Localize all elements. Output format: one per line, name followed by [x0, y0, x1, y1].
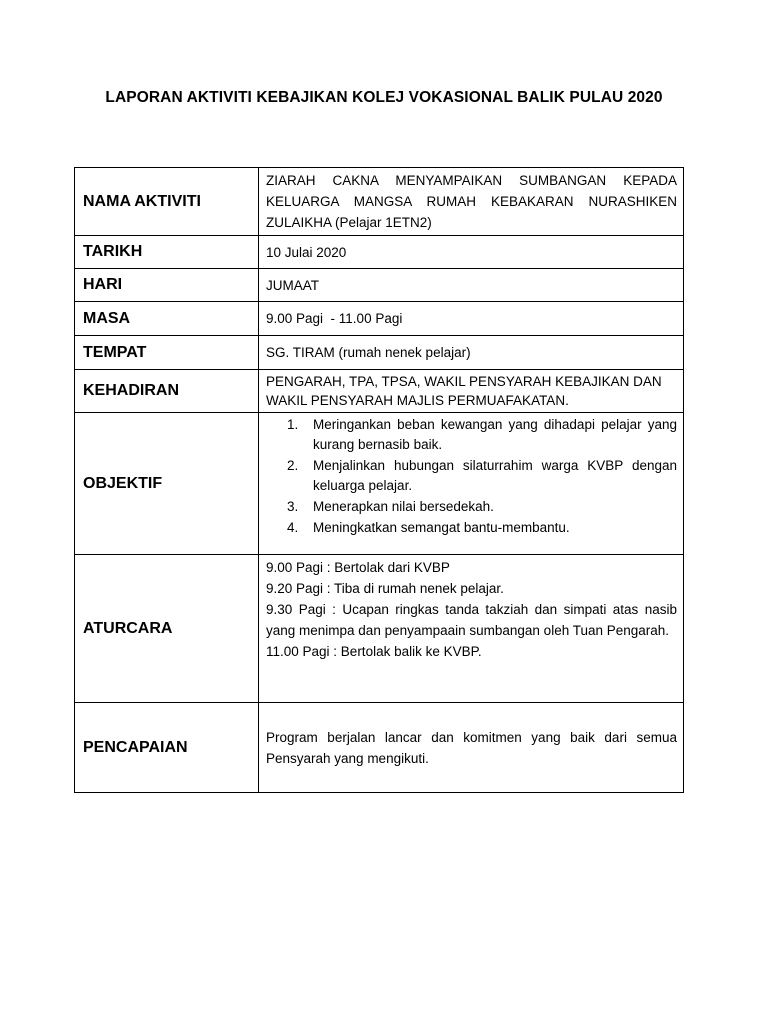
list-text: Menjalinkan hubungan silaturrahim warga KVBP dengan keluarga pelajar.: [313, 458, 677, 493]
label-kehadiran: KEHADIRAN: [75, 370, 259, 413]
label-pencapaian: PENCAPAIAN: [75, 703, 259, 793]
row-pencapaian: [75, 703, 684, 793]
schedule-line: 9.00 Pagi : Bertolak dari KVBP: [266, 560, 450, 575]
row-kehadiran: [75, 370, 684, 413]
list-item: [287, 456, 677, 496]
label-hari: HARI: [75, 269, 259, 302]
value-kehadiran: PENGARAH, TPA, TPSA, WAKIL PENSYARAH KEBAJIKAN DAN WAKIL PENSYARAH MAJLIS PERMUAFAKATAN.: [259, 370, 684, 413]
row-masa: [75, 302, 684, 336]
list-number: 4.: [287, 520, 299, 535]
list-number: 2.: [287, 458, 299, 473]
list-text: Meningkatkan semangat bantu-membantu.: [313, 520, 570, 535]
label-tempat: TEMPAT: [75, 336, 259, 370]
list-item: [287, 518, 677, 538]
value-aturcara: [259, 555, 684, 703]
label-objektif: OBJEKTIF: [75, 413, 259, 555]
value-nama-aktiviti: ZIARAH CAKNA MENYAMPAIKAN SUMBANGAN KEPADA KELUARGA MANGSA RUMAH KEBAKARAN NURASHIKEN ZULAIKHA (Pelajar 1ETN2): [259, 168, 684, 236]
list-item: [287, 497, 677, 517]
value-hari: JUMAAT: [259, 269, 684, 302]
list-number: 1.: [287, 417, 299, 432]
value-pencapaian: Program berjalan lancar dan komitmen yang baik dari semua Pensyarah yang mengikuti.: [259, 703, 684, 793]
row-nama-aktiviti: [75, 168, 684, 236]
row-tarikh: [75, 236, 684, 269]
schedule-line: 9.30 Pagi : Ucapan ringkas tanda takziah dan simpati atas nasib yang menimpa dan penyampaain sumbangan oleh Tuan Pengarah.: [266, 602, 677, 638]
row-hari: [75, 269, 684, 302]
list-text: Menerapkan nilai bersedekah.: [313, 499, 494, 514]
row-objektif: [75, 413, 684, 555]
list-text: Meringankan beban kewangan yang dihadapi pelajar yang kurang bernasib baik.: [313, 417, 677, 452]
value-objektif: [259, 413, 684, 555]
value-masa: 9.00 Pagi - 11.00 Pagi: [259, 302, 684, 336]
objectives-list: [266, 415, 677, 538]
list-item: [287, 415, 677, 455]
value-tarikh: 10 Julai 2020: [259, 236, 684, 269]
label-tarikh: TARIKH: [75, 236, 259, 269]
schedule-line: 9.20 Pagi : Tiba di rumah nenek pelajar.: [266, 581, 504, 596]
document-title: LAPORAN AKTIVITI KEBAJIKAN KOLEJ VOKASIONAL BALIK PULAU 2020: [105, 89, 663, 106]
label-masa: MASA: [75, 302, 259, 336]
activity-report-table: [74, 167, 684, 793]
row-tempat: [75, 336, 684, 370]
value-tempat: SG. TIRAM (rumah nenek pelajar): [259, 336, 684, 370]
row-aturcara: [75, 555, 684, 703]
label-aturcara: ATURCARA: [75, 555, 259, 703]
schedule-line: 11.00 Pagi : Bertolak balik ke KVBP.: [266, 644, 482, 659]
list-number: 3.: [287, 499, 299, 514]
label-nama-aktiviti: NAMA AKTIVITI: [75, 168, 259, 236]
